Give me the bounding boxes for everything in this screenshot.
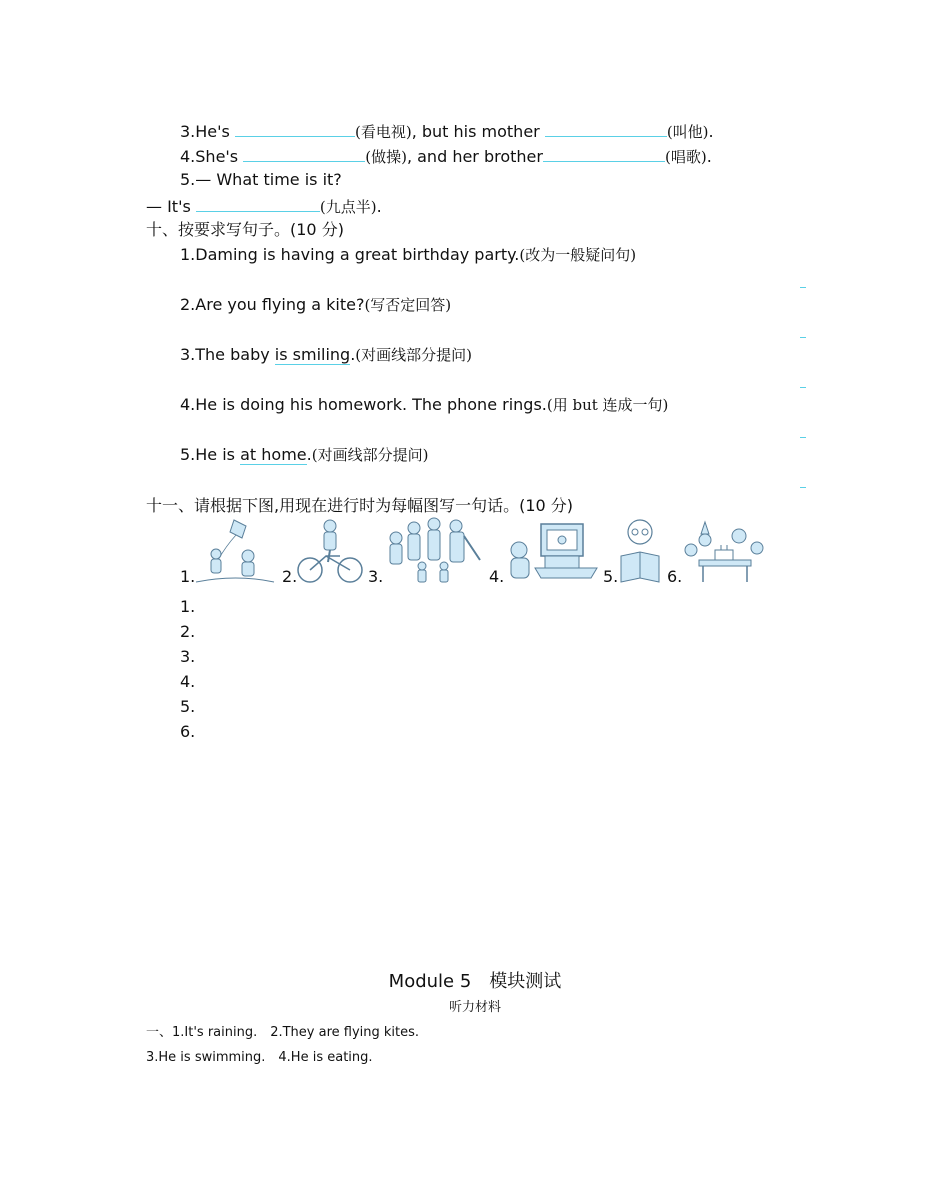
connector-text: , but his mother bbox=[411, 122, 540, 141]
item-text: 5.He is bbox=[180, 445, 241, 464]
hint: (叫他) bbox=[666, 123, 709, 141]
item-number: 4. bbox=[180, 147, 196, 166]
answer-line[interactable] bbox=[800, 287, 806, 288]
fill-item-5-question bbox=[180, 170, 342, 190]
listening-line-2: 3.He is swimming. 4.He is eating. bbox=[146, 1050, 373, 1065]
answer-line-label: 1. bbox=[180, 597, 196, 616]
item-text: 1.Daming is having a great birthday party. bbox=[180, 245, 520, 264]
item-text: 2.Are you flying a kite? bbox=[180, 295, 365, 314]
item-text: 3.The baby bbox=[180, 345, 275, 364]
answer-blank[interactable] bbox=[235, 120, 355, 137]
answer-blank[interactable] bbox=[196, 195, 320, 212]
hint: (用 but 连成一句) bbox=[546, 396, 669, 414]
reading-book-illustration bbox=[617, 516, 663, 586]
fill-item-5-answer bbox=[146, 195, 382, 217]
section-10-item-5 bbox=[180, 445, 428, 465]
section-10-item-3 bbox=[180, 345, 472, 365]
answer-line[interactable] bbox=[800, 487, 806, 488]
underlined-part: at home bbox=[240, 445, 307, 464]
answer-line-label: 4. bbox=[180, 672, 196, 691]
period: . bbox=[350, 345, 356, 364]
hint: (唱歌) bbox=[664, 148, 707, 166]
picture-label: 5. bbox=[603, 567, 619, 586]
answer-line-label: 3. bbox=[180, 647, 196, 666]
hint: (对画线部分提问) bbox=[355, 346, 473, 364]
contraction: 's bbox=[225, 147, 239, 166]
hint: (看电视) bbox=[354, 123, 412, 141]
item-number: 3. bbox=[180, 122, 196, 141]
period: . bbox=[706, 147, 712, 166]
connector-text: , and her brother bbox=[406, 147, 543, 166]
subject: He bbox=[195, 122, 218, 141]
hint: (改为一般疑问句) bbox=[519, 246, 637, 264]
section-10-heading: 十、按要求写句子。(10 分) bbox=[146, 220, 344, 239]
answer-blank[interactable] bbox=[243, 145, 365, 162]
answer-line[interactable] bbox=[800, 337, 806, 338]
listening-line-1: 一、1.It's raining. 2.They are flying kites. bbox=[146, 1025, 420, 1040]
hint: (写否定回答) bbox=[364, 296, 452, 314]
answer-line-label: 5. bbox=[180, 697, 196, 716]
section-11-heading: 十一、请根据下图,用现在进行时为每幅图写一句话。(10 分) bbox=[146, 496, 574, 515]
hint: (九点半) bbox=[319, 198, 377, 216]
answer-prefix: — It's bbox=[146, 197, 191, 216]
birthday-party-illustration bbox=[683, 516, 765, 586]
period: . bbox=[708, 122, 714, 141]
question-text: 5.— What time is it? bbox=[180, 170, 342, 189]
contraction: 's bbox=[217, 122, 230, 141]
underlined-part: is smiling bbox=[274, 345, 351, 364]
picture-label: 2. bbox=[282, 567, 298, 586]
group-exercise-illustration bbox=[382, 516, 486, 586]
answer-blank[interactable] bbox=[545, 120, 667, 137]
picture-label: 3. bbox=[368, 567, 384, 586]
answer-line-label: 6. bbox=[180, 722, 196, 741]
bike-riding-illustration bbox=[296, 516, 364, 586]
picture-label: 6. bbox=[667, 567, 683, 586]
answer-line-label: 2. bbox=[180, 622, 196, 641]
kite-flying-illustration bbox=[196, 516, 276, 586]
section-10-item-4 bbox=[180, 395, 668, 415]
module-title: Module 5 模块测试 bbox=[388, 971, 562, 992]
item-text: 4.He is doing his homework. The phone rings. bbox=[180, 395, 547, 414]
answer-blank[interactable] bbox=[543, 145, 665, 162]
section-10-item-1 bbox=[180, 245, 636, 265]
answer-line[interactable] bbox=[800, 387, 806, 388]
picture-label: 4. bbox=[489, 567, 505, 586]
fill-item-4 bbox=[180, 145, 712, 167]
fill-item-3 bbox=[180, 120, 714, 142]
subject: She bbox=[195, 147, 226, 166]
watching-tv-illustration bbox=[505, 516, 601, 586]
section-10-item-2 bbox=[180, 295, 451, 315]
picture-label: 1. bbox=[180, 567, 196, 586]
hint: (做操) bbox=[365, 148, 407, 166]
answer-line[interactable] bbox=[800, 437, 806, 438]
module-subtitle: 听力材料 bbox=[448, 1000, 501, 1015]
period: . bbox=[306, 445, 312, 464]
period: . bbox=[376, 197, 382, 216]
hint: (对画线部分提问) bbox=[311, 446, 429, 464]
